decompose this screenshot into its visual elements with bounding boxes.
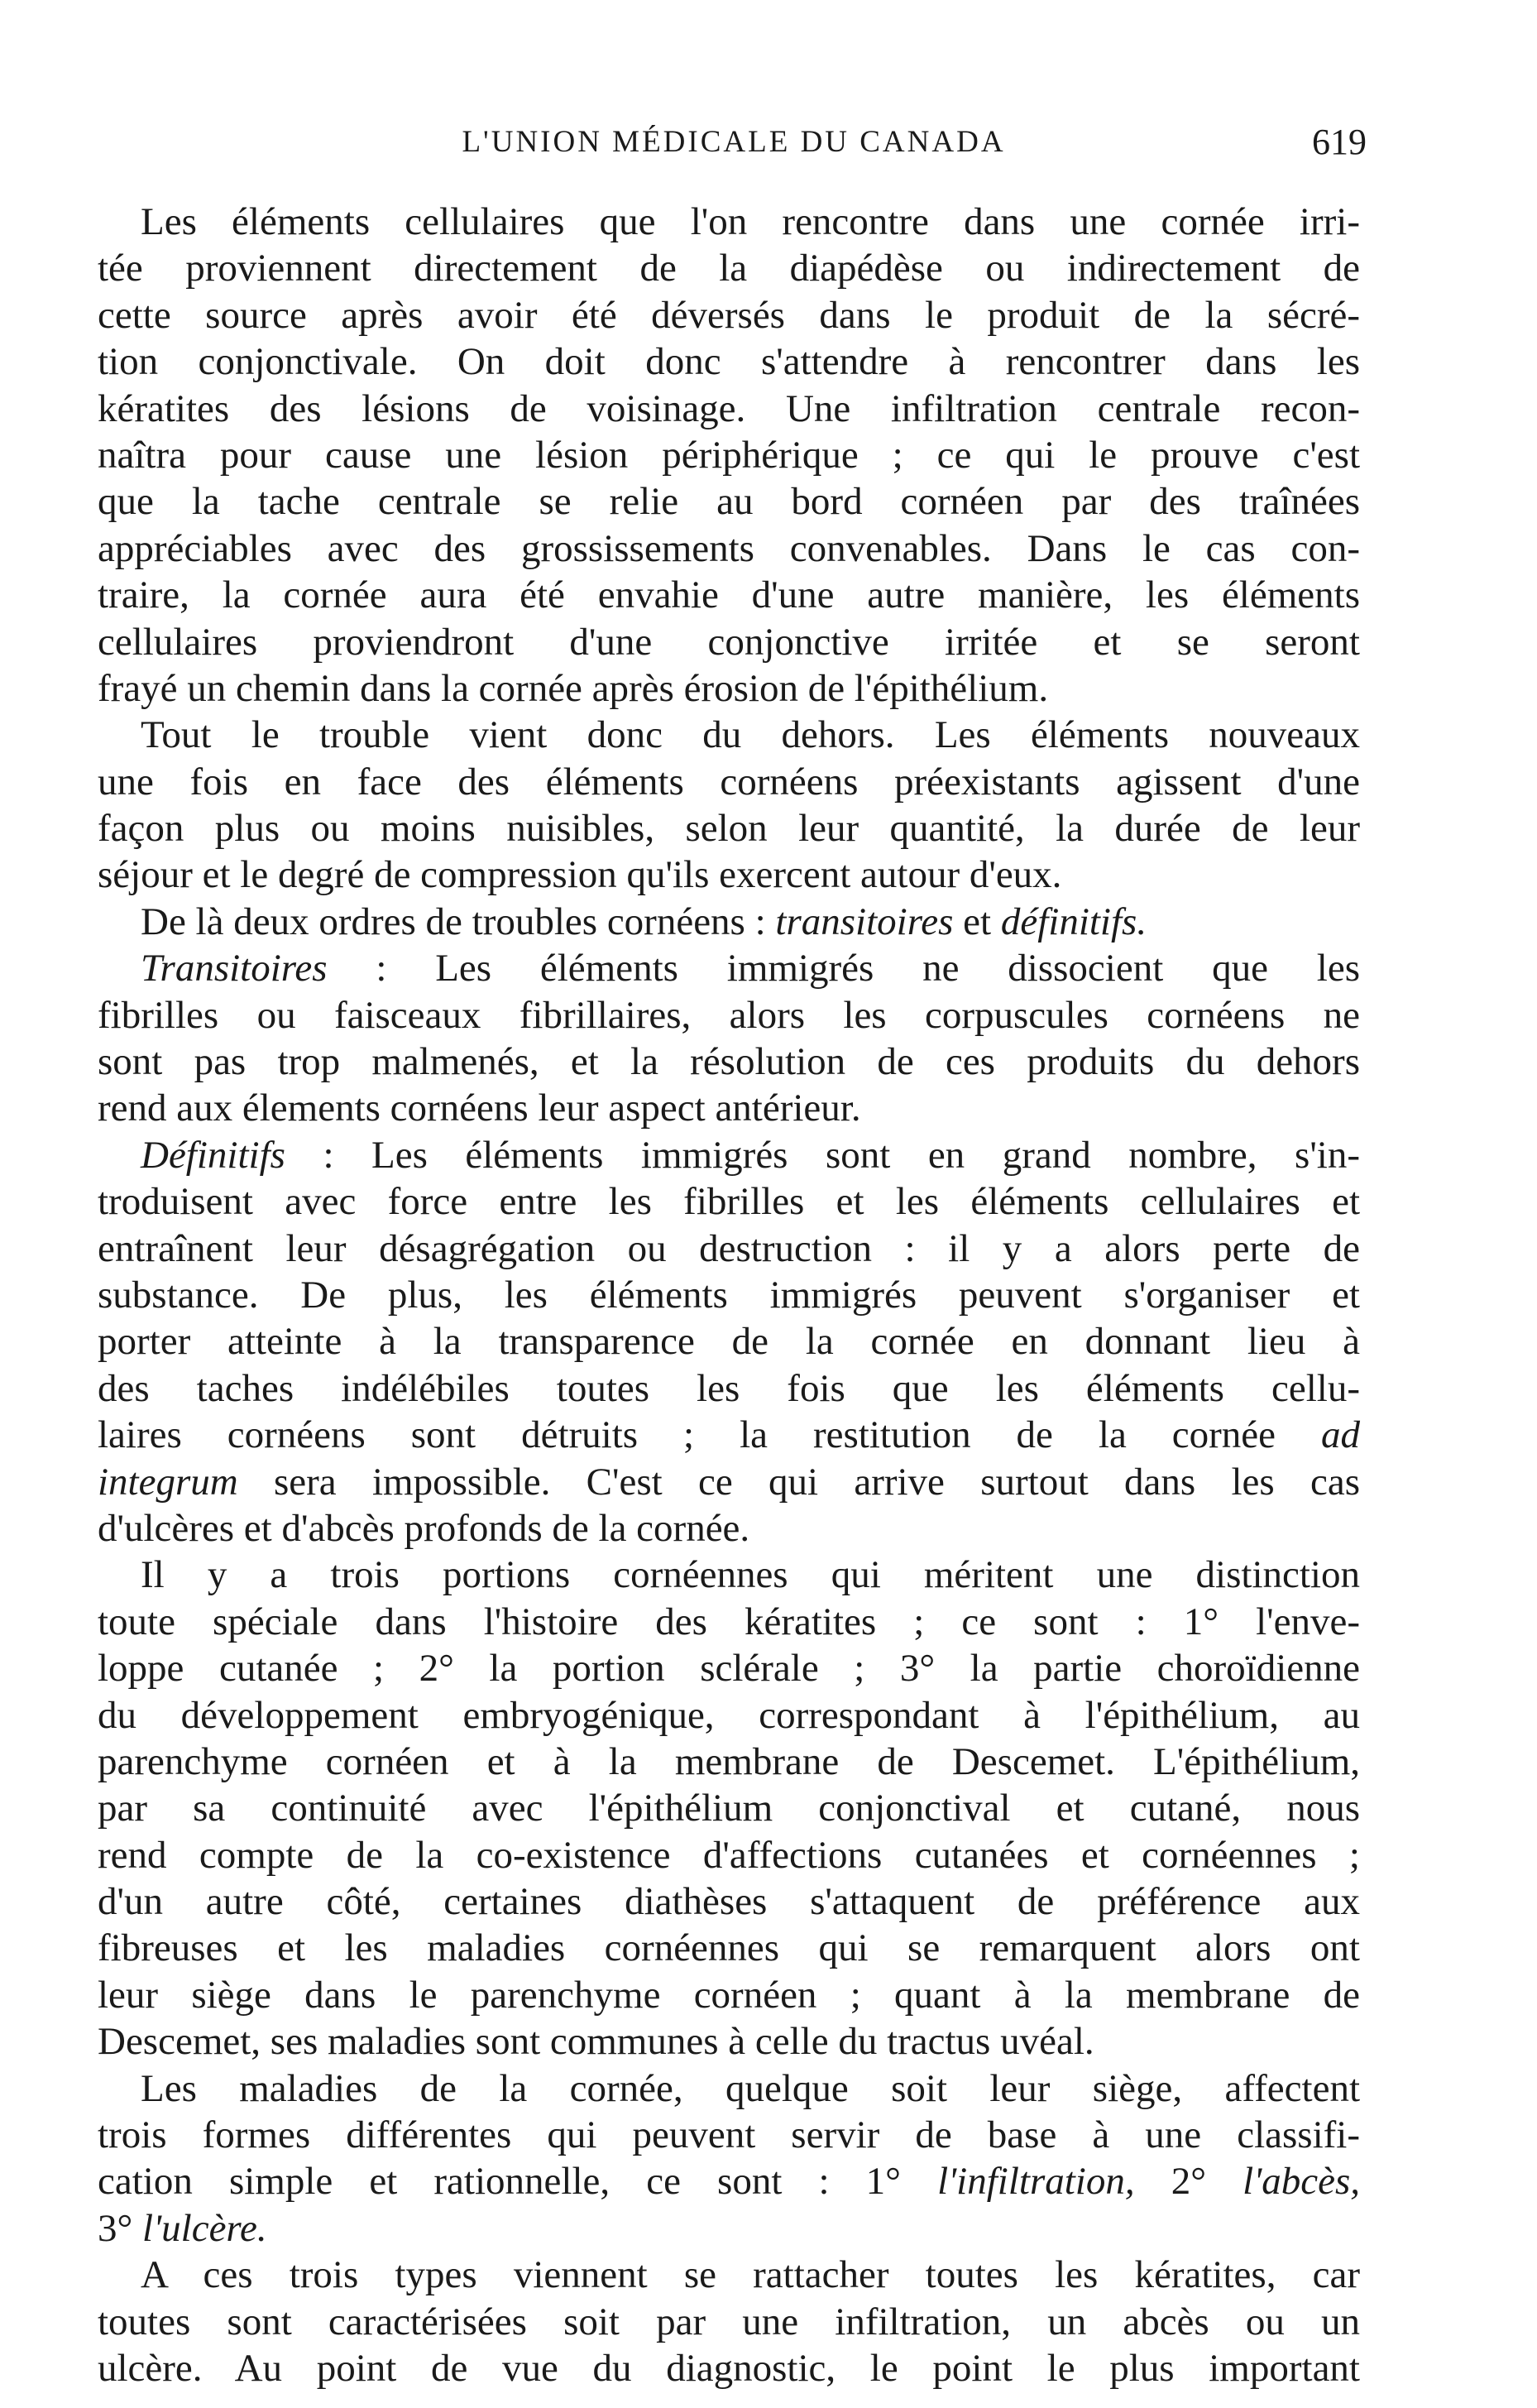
italic-text: définitifs. xyxy=(1000,899,1147,943)
text-run: cation simple et rationnelle, ce sont : 1° xyxy=(98,2160,938,2204)
text-run: toute spéciale dans l'histoire des kératites ; ce sont : 1° l'enve- xyxy=(98,1600,1360,1643)
text-run: d'ulcères et d'abcès profonds de la cornée. xyxy=(98,1506,750,1550)
text-line xyxy=(98,1739,1360,1785)
text-line xyxy=(98,1552,1360,1598)
text-run: parenchyme cornéen et à la membrane de Descemet. L'épithélium, xyxy=(98,1739,1360,1783)
text-run: cellulaires proviendront d'une conjonctive irritée et se seront xyxy=(98,620,1360,664)
text-run: naîtra pour cause une lésion périphérique ; ce qui le prouve c'est xyxy=(98,433,1360,477)
text-run: toutes sont caractérisées soit par une infiltration, un abcès ou un xyxy=(98,2300,1360,2343)
text-run: Les maladies de la cornée, quelque soit leur siège, affectent xyxy=(141,2066,1360,2110)
text-run: 3° xyxy=(98,2206,143,2250)
text-line xyxy=(98,1832,1360,1878)
text-line xyxy=(98,1972,1360,2018)
text-run: trois formes différentes qui peuvent servir de base à une classifi- xyxy=(98,2113,1360,2157)
text-line xyxy=(98,805,1360,851)
text-run: sont pas trop malmenés, et la résolution de ces produits du dehors xyxy=(98,1040,1360,1084)
text-run: rend compte de la co-existence d'affections cutanées et cornéennes ; xyxy=(98,1833,1360,1877)
text-line xyxy=(98,1272,1360,1318)
italic-text: integrum xyxy=(98,1460,238,1504)
italic-text: Définitifs xyxy=(141,1133,285,1177)
italic-text: Transitoires xyxy=(141,947,328,991)
text-line xyxy=(98,1039,1360,1085)
page-number: 619 xyxy=(1312,122,1367,162)
text-line xyxy=(98,2205,1360,2252)
text-line xyxy=(98,245,1360,291)
running-title: L'UNION MÉDICALE DU CANADA xyxy=(462,125,1006,159)
text-line xyxy=(98,1878,1360,1925)
text-line xyxy=(98,2158,1360,2204)
text-run: du développement embryogénique, correspondant à l'épithélium, au xyxy=(98,1693,1360,1737)
text-line xyxy=(98,1645,1360,1691)
italic-text: l'infiltration, xyxy=(937,2160,1135,2204)
text-run: Les éléments cellulaires que l'on rencontre dans une cornée irri- xyxy=(141,200,1360,243)
text-line xyxy=(98,2252,1360,2298)
text-line xyxy=(98,899,1360,945)
text-run: : Les éléments immigrés ne dissocient que les xyxy=(327,947,1360,991)
text-line xyxy=(98,1085,1360,1131)
text-line xyxy=(98,759,1360,805)
text-run: que la tache centrale se relie au bord cornéen par des traînées xyxy=(98,480,1360,524)
text-run: 2° xyxy=(1134,2160,1243,2204)
text-run: et xyxy=(953,899,1001,943)
italic-text: l'abcès, xyxy=(1243,2160,1361,2204)
text-line xyxy=(98,2299,1360,2345)
text-line xyxy=(98,992,1360,1039)
text-line xyxy=(98,1785,1360,1831)
text-run: fibrilles ou faisceaux fibrillaires, alors les corpuscules cornéens ne xyxy=(98,993,1360,1037)
text-line xyxy=(98,2112,1360,2158)
text-run: loppe cutanée ; 2° la portion sclérale ; 3° la partie choroïdienne xyxy=(98,1647,1360,1691)
text-line xyxy=(98,1925,1360,1971)
text-run: façon plus ou moins nuisibles, selon leur quantité, la durée de leur xyxy=(98,807,1360,851)
text-run: rend aux élements cornéens leur aspect antérieur. xyxy=(98,1086,861,1130)
text-line xyxy=(98,851,1360,898)
text-run: De là deux ordres de troubles cornéens : xyxy=(141,899,776,943)
text-line xyxy=(98,945,1360,991)
italic-text: l'ulcère. xyxy=(142,2206,267,2250)
text-run: tée proviennent directement de la diapédèse ou indirectement de xyxy=(98,247,1360,290)
text-run: cette source après avoir été déversés dans le produit de la sécré- xyxy=(98,293,1360,337)
text-run: leur siège dans le parenchyme cornéen ; quant à la membrane de xyxy=(98,1973,1360,2017)
text-line xyxy=(98,1132,1360,1178)
text-run: traire, la cornée aura été envahie d'une autre manière, les éléments xyxy=(98,573,1360,617)
text-run: A ces trois types viennent se rattacher toutes les kératites, car xyxy=(141,2253,1360,2297)
text-run: fibreuses et les maladies cornéennes qui se remarquent alors ont xyxy=(98,1926,1360,1970)
text-line xyxy=(98,1226,1360,1272)
body-text xyxy=(98,199,1360,2391)
text-run: par sa continuité avec l'épithélium conjonctival et cutané, nous xyxy=(98,1787,1360,1830)
text-line xyxy=(98,1318,1360,1365)
text-run: entraînent leur désagrégation ou destruction : il y a alors perte de xyxy=(98,1226,1360,1270)
text-line xyxy=(98,478,1360,525)
text-line xyxy=(98,1459,1360,1505)
text-line xyxy=(98,2345,1360,2391)
text-run: des taches indélébiles toutes les fois que les éléments cellu- xyxy=(98,1366,1360,1410)
text-run: tion conjonctivale. On doit donc s'attendre à rencontrer dans les xyxy=(98,340,1360,384)
text-run: Il y a trois portions cornéennes qui méritent une distinction xyxy=(141,1553,1360,1597)
text-line xyxy=(98,1365,1360,1412)
text-line xyxy=(98,2065,1360,2112)
text-run: ulcère. Au point de vue du diagnostic, le point le plus important xyxy=(98,2346,1360,2390)
text-run: porter atteinte à la transparence de la cornée en donnant lieu à xyxy=(98,1320,1360,1364)
text-run: kératites des lésions de voisinage. Une infiltration centrale recon- xyxy=(98,386,1360,430)
text-run: d'un autre côté, certaines diathèses s'attaquent de préférence aux xyxy=(98,1880,1360,1924)
text-line xyxy=(98,1412,1360,1458)
text-line xyxy=(98,386,1360,432)
text-line xyxy=(98,1178,1360,1225)
text-run: une fois en face des éléments cornéens préexistants agissent d'une xyxy=(98,760,1360,803)
text-run: appréciables avec des grossissements convenables. Dans le cas con- xyxy=(98,526,1360,570)
text-line xyxy=(98,619,1360,665)
text-run: frayé un chemin dans la cornée après érosion de l'épithélium. xyxy=(98,666,1049,710)
italic-text: transitoires xyxy=(775,899,954,943)
text-run: séjour et le degré de compression qu'ils exercent autour d'eux. xyxy=(98,853,1062,897)
text-run: Tout le trouble vient donc du dehors. Les éléments nouveaux xyxy=(141,713,1360,757)
text-line xyxy=(98,199,1360,245)
running-head xyxy=(101,124,1367,174)
text-run: laires cornéens sont détruits ; la restitution de la cornée xyxy=(98,1413,1321,1457)
text-run: : Les éléments immigrés sont en grand nombre, s'in- xyxy=(285,1133,1360,1177)
text-line xyxy=(98,712,1360,758)
text-line xyxy=(98,432,1360,478)
text-run: troduisent avec force entre les fibrilles et les éléments cellulaires et xyxy=(98,1180,1360,1224)
text-line xyxy=(98,292,1360,338)
text-line xyxy=(98,338,1360,385)
text-line xyxy=(98,1505,1360,1552)
text-line xyxy=(98,525,1360,572)
text-line xyxy=(98,1599,1360,1645)
italic-text: ad xyxy=(1321,1413,1360,1457)
text-line xyxy=(98,1692,1360,1739)
text-run: Descemet, ses maladies sont communes à celle du tractus uvéal. xyxy=(98,2020,1094,2064)
text-run: substance. De plus, les éléments immigrés peuvent s'organiser et xyxy=(98,1273,1360,1317)
text-run: sera impossible. C'est ce qui arrive surtout dans les cas xyxy=(237,1460,1360,1504)
text-line xyxy=(98,665,1360,712)
text-line xyxy=(98,572,1360,618)
text-line xyxy=(98,2018,1360,2065)
